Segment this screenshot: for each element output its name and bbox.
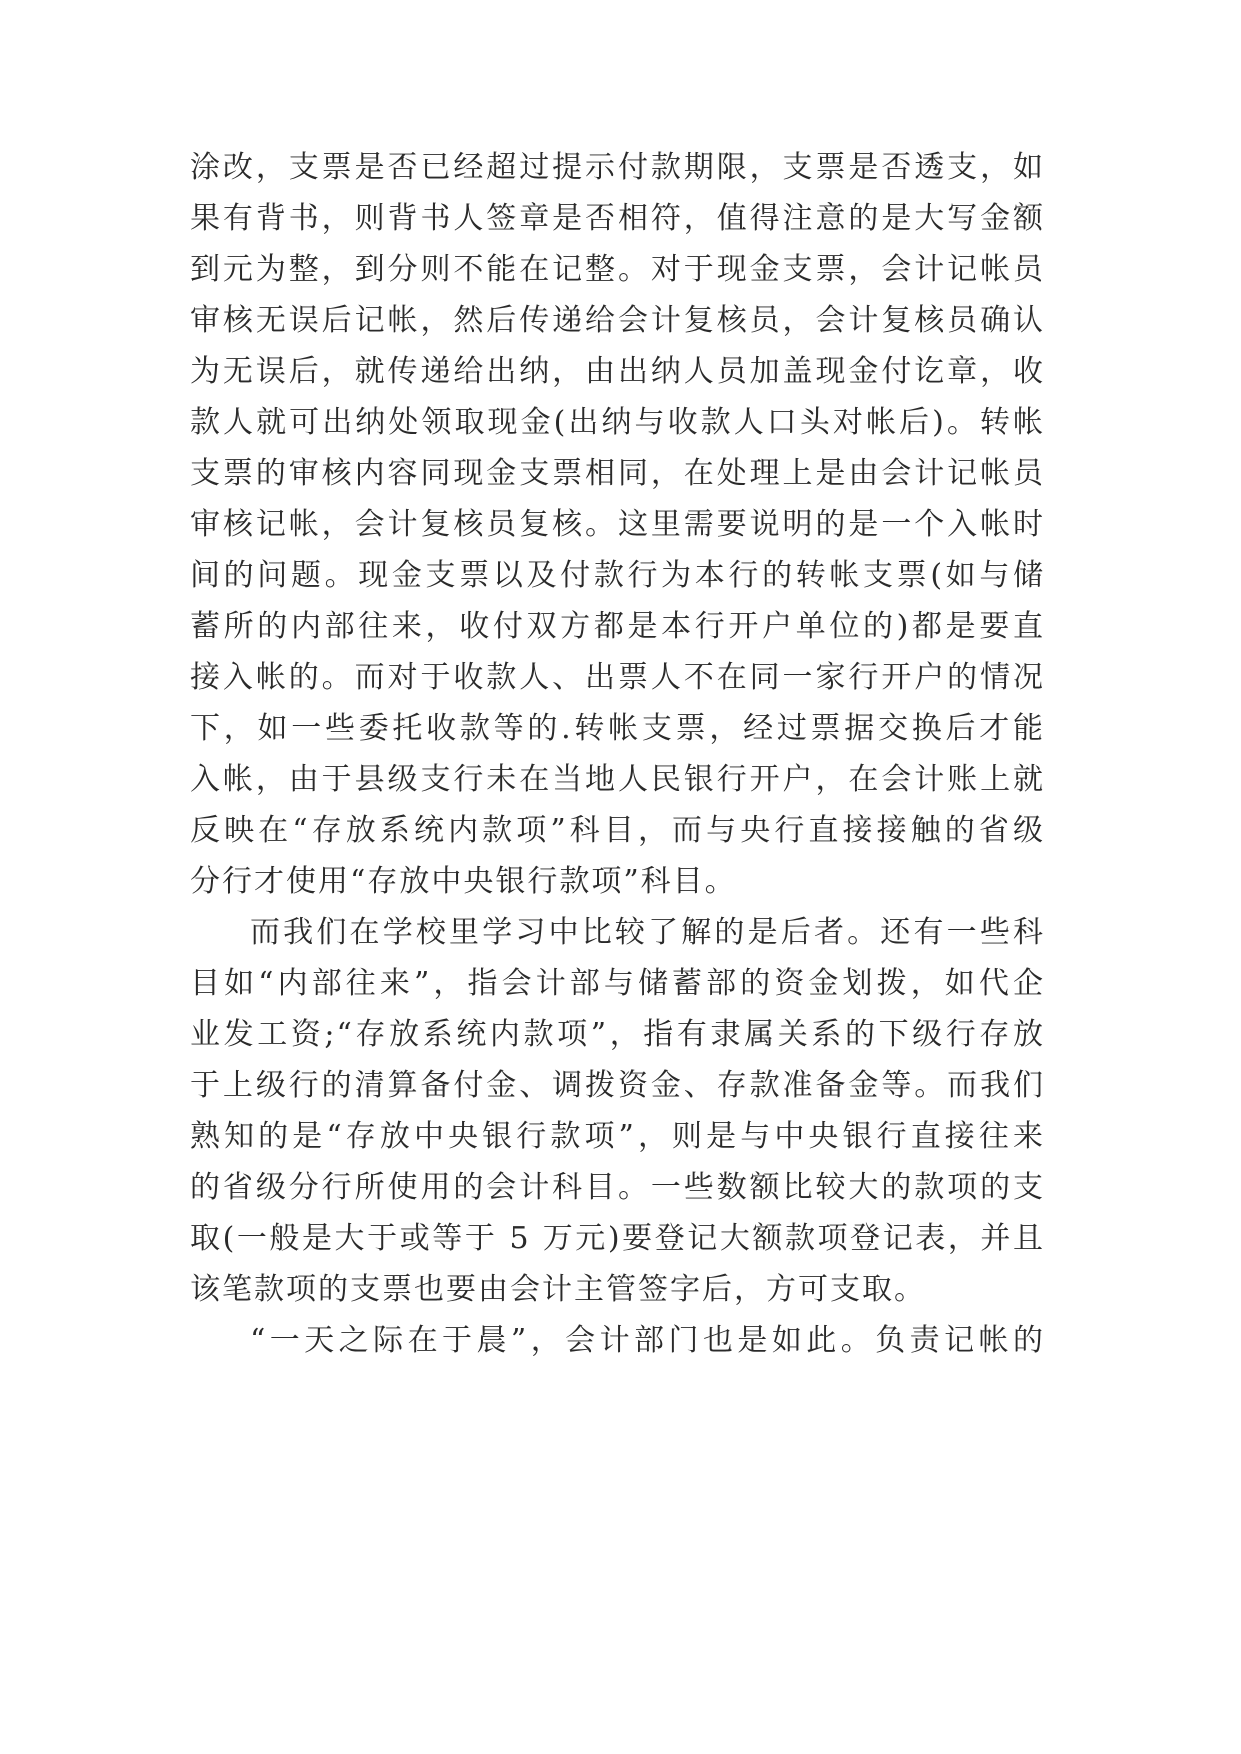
- text-line: 于上级行的清算备付金、调拨资金、存款准备金等。而我们: [190, 1068, 1045, 1103]
- text-line: “一天之际在于晨”，会计部门也是如此。负责记帐的: [250, 1323, 1045, 1358]
- text-line: 涂改，支票是否已经超过提示付款期限，支票是否透支，如: [190, 150, 1045, 185]
- text-line: 反映在“存放系统内款项”科目，而与央行直接接触的省级: [190, 813, 1045, 848]
- text-line: 支票的审核内容同现金支票相同，在处理上是由会计记帐员: [190, 456, 1045, 491]
- text-line: 熟知的是“存放中央银行款项”，则是与中央银行直接往来: [190, 1119, 1045, 1154]
- text-line: 为无误后，就传递给出纳，由出纳人员加盖现金付讫章，收: [190, 354, 1045, 389]
- text-line: 审核记帐，会计复核员复核。这里需要说明的是一个入帐时: [190, 507, 1045, 542]
- text-line: 间的问题。现金支票以及付款行为本行的转帐支票(如与储: [190, 558, 1045, 593]
- text-line: 业发工资;“存放系统内款项”，指有隶属关系的下级行存放: [190, 1017, 1045, 1052]
- text-line: 而我们在学校里学习中比较了解的是后者。还有一些科: [250, 915, 1045, 950]
- text-line: 蓄所的内部往来，收付双方都是本行开户单位的)都是要直: [190, 609, 1045, 644]
- text-line: 的省级分行所使用的会计科目。一些数额比较大的款项的支: [190, 1170, 1045, 1205]
- text-line: 到元为整，到分则不能在记整。对于现金支票，会计记帐员: [190, 252, 1045, 287]
- text-line: 该笔款项的支票也要由会计主管签字后，方可支取。: [190, 1272, 926, 1307]
- text-line: 分行才使用“存放中央银行款项”科目。: [190, 864, 737, 899]
- text-line: 果有背书，则背书人签章是否相符，值得注意的是大写金额: [190, 201, 1045, 236]
- text-line: 下，如一些委托收款等的.转帐支票，经过票据交换后才能: [190, 711, 1045, 746]
- text-line: 审核无误后记帐，然后传递给会计复核员，会计复核员确认: [190, 303, 1045, 338]
- text-line: 接入帐的。而对于收款人、出票人不在同一家行开户的情况: [190, 660, 1045, 695]
- text-line: 入帐，由于县级支行未在当地人民银行开户，在会计账上就: [190, 762, 1045, 797]
- text-line: 目如“内部往来”，指会计部与储蓄部的资金划拨，如代企: [190, 966, 1045, 1001]
- text-line: 取(一般是大于或等于 5 万元)要登记大额款项登记表，并且: [190, 1221, 1045, 1256]
- text-line: 款人就可出纳处领取现金(出纳与收款人口头对帐后)。转帐: [190, 405, 1045, 440]
